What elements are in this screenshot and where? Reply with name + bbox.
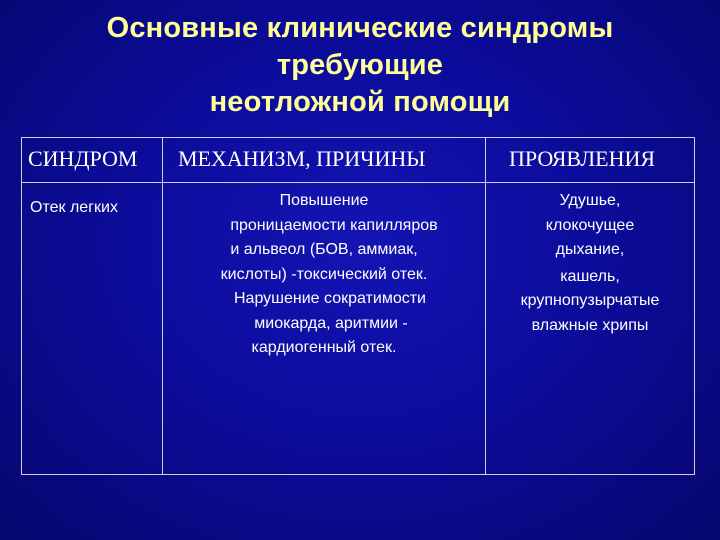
header-mechanism: МЕХАНИЗМ, ПРИЧИНЫ xyxy=(178,146,426,171)
title-line-2: требующие xyxy=(276,49,444,81)
header-manifestations: ПРОЯВЛЕНИЯ xyxy=(509,146,656,171)
manifestation-line: крупнопузырчатые xyxy=(520,292,660,309)
cell-mechanism xyxy=(172,189,476,361)
column-divider-1 xyxy=(162,138,163,474)
mechanism-line: миокарда, аритмии - xyxy=(254,314,408,332)
manifestation-line: Удушье, xyxy=(559,192,621,209)
header-syndrome: СИНДРОМ xyxy=(28,146,138,171)
mechanism-line: Нарушение сократимости xyxy=(234,290,426,307)
manifestation-line: клокочущее xyxy=(545,216,635,234)
mechanism-line: проницаемости капилляров xyxy=(230,216,438,234)
manifestation-line: кашель, xyxy=(560,267,620,285)
header-divider xyxy=(22,182,694,183)
slide-title xyxy=(0,10,720,121)
manifestation-line: влажные хрипы xyxy=(531,316,649,334)
title-line-3: неотложной помощи xyxy=(209,86,511,118)
manifestation-line: дыхание, xyxy=(555,241,625,258)
mechanism-line: и альвеол (БОВ, аммиак, xyxy=(230,241,418,258)
mechanism-line: Повышение xyxy=(279,192,369,209)
mechanism-line: кардиогенный отек. xyxy=(251,339,397,356)
mechanism-line: кислоты) -токсический отек. xyxy=(220,265,428,283)
title-line-1: Основные клинические синдромы xyxy=(106,12,614,44)
cell-manifestations xyxy=(486,189,694,338)
cell-syndrome: Отек легких xyxy=(30,199,118,216)
syndromes-table xyxy=(21,137,695,475)
